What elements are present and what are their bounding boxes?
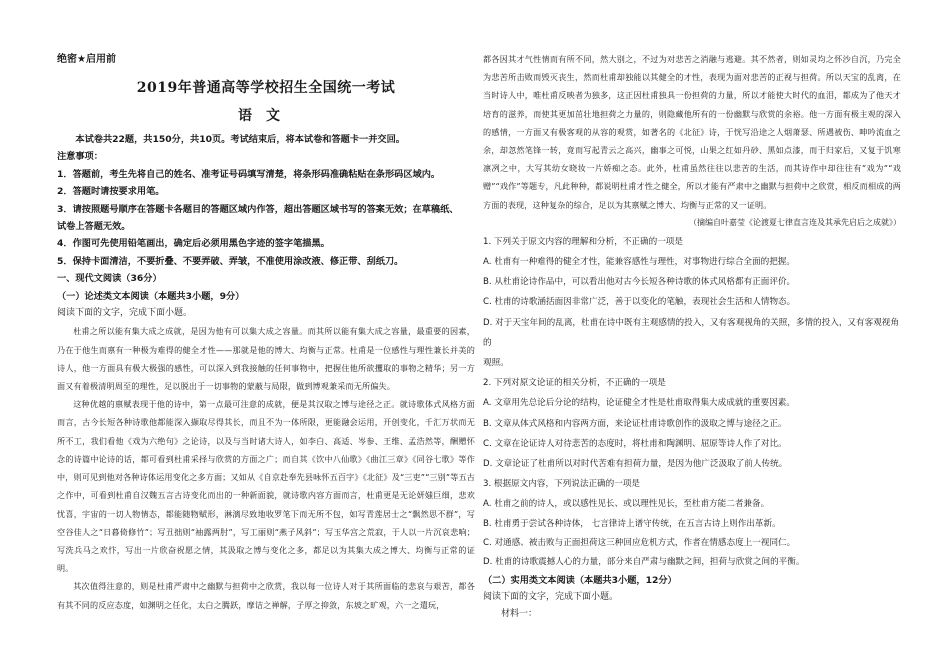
- question-3-stem: 3. 根据原文内容，下列说法正确的一项是: [483, 479, 641, 490]
- question-1-stem: 1. 下列关于原文内容的理解和分析，不正确的一项是: [483, 236, 683, 247]
- exam-title: 2019年普通高等学校招生全国统一考试: [136, 80, 396, 96]
- reading-prompt-2: 阅读下面的文字，完成下面小题。: [483, 592, 619, 603]
- left-column: [57, 50, 475, 614]
- question-3-option-a: A. 杜甫之前的诗人，或以感性见长、或以理性见长，至杜甫方能二者兼备。: [483, 499, 770, 510]
- reading-prompt-1: 阅读下面的文字，完成下面小题。: [57, 308, 193, 319]
- passage-source: （摘编自叶嘉莹《论渡夏七律直言连及其承先启后之成就》）: [689, 217, 901, 227]
- question-2-option-c: C. 文章在论证诗人对待悲苦的态度时，将杜甫和陶渊明、屈原等诗人作了对比。: [483, 438, 787, 449]
- question-3-option-c: C. 对通感、被击败与正面担荷这三种回应危机方式，作者在情感态度上一视同仁。: [483, 537, 796, 548]
- note-item-5: 5．保持卡面清洁，不要折叠、不要弄破、弄皱，不准使用涂改液、修正带、刮纸刀。: [57, 255, 404, 267]
- question-2-option-b: B. 文章从体式风格和内容两方面，来论证杜甫诗歌创作的汲取之博与途径之正。: [483, 418, 787, 429]
- note-item-2: 2．答题时请按要求用笔。: [57, 186, 165, 198]
- passage-paragraph-2: 这种优越的禀赋表现于他的诗中，第一点最可注意的成就，便是其汉取之博与途径之正。就诗歌体式风格方面而言，古今长短各种诗歌他都能深入撷取尽得其长，而且不为一体所限，更能融会运用，开创变化，千汇万状而无所不工，我们看他《戏为六绝句》之论诗，以及与当时诸大诗人，如李白、高适、岑参、王维、孟浩然等，酬赠怀念的诗篇中论诗的话，都可看到杜甫采择与欣赏的方面之广；而自其《饮中八仙歌》《曲江三章》《同谷七歌》等作中，则可见到他对各种诗体运用变化之多方面；又如从《自京赴奉先县咏怀五百字》《北征》及“三吏”“三别”等五古之作中，可看到杜甫自汉魏五言古诗变化而出的一种新面貌，就诗歌内容方面而言，杜甫更是无论妍媸巨细，悲欢忧喜，宇宙的一切人物情态，都能随物赋形，淋漓尽致地收罗笔下而无所不包，如写青莲居士之“飘然思不群”，写空谷佳人之“日暮倚修竹”；写丑拙则“袖露两肘”，写工丽则“燕子风斜”；写玉华宫之荒寂，于人以一片沉哀悲响；写洗兵马之欢忭，写出一片欣奋祝愿之情，其汲取之博与变化之多，都足以为其集大成之博大、均衡与正常的证明。: [57, 399, 475, 574]
- question-3-option-d: D. 杜甫的诗歌震撼人心的力量，部分来自严肃与幽默之间，担荷与欣赏之间的平衡。: [483, 556, 805, 567]
- subsection-title-2: （二）实用类文本阅读（本题共3小题，12分）: [483, 574, 677, 586]
- question-3-option-b: B. 杜甫勇于尝试各种诗体， 七言律诗上谱守传统，在五言古诗上则作出革新。: [483, 518, 781, 529]
- note-item-3: 3．请按照题号顺序在答题卡各题目的答题区域内作答，超出答题区域书写的答案无效；在草稿纸、: [57, 203, 459, 215]
- question-1-option-d-cont: 观照。: [483, 358, 509, 369]
- question-2-stem: 2. 下列对原文论证的相关分析，不正确的一项是: [483, 378, 666, 389]
- question-2-option-d: D. 文章论证了杜甫所以对时代苦难有担荷力量，是因为他广泛汲取了前人传统。: [483, 459, 788, 470]
- note-item-1: 1．答题前，考生先将自己的姓名、准考证号码填写清楚，将条形码准确粘贴在条形码区域内。: [57, 168, 441, 180]
- passage-paragraph-3: 其次值得注意的，则是杜甫严肃中之幽默与担荷中之欣赏，我以每一位诗人对于其所面临的悲哀与艰苦，都各有其不同的反应态度，如渊明之任化，太白之腾跃，摩诘之禅解，子厚之抑敛，东坡之旷观，六一之遣玩，: [57, 581, 475, 610]
- note-item-4: 4．作图可先使用铅笔画出，确定后必须用黑色字迹的签字笔描黑。: [57, 238, 330, 250]
- question-1-option-c: C. 杜甫的诗歌涵括面因非常广泛，善于以变化的笔触，表现社会生活和人情物态。: [483, 297, 796, 308]
- note-item-3-cont: 试卷上答题无效。: [57, 221, 131, 233]
- notes-title: 注意事项：: [57, 151, 103, 163]
- section-title: 一、现代文阅读（36分）: [57, 273, 162, 285]
- passage-paragraph-3-cont: 都各因其才气性情而有所不同，然大别之，不过为对悲苦之消融与逃避。其不然者，则如灵均之怀沙自沉，乃完全为悲苦所击败而毁灭丧生，然而杜甫却独能以其健全的才性，表现为面对悲苦的正视与担荷。所以天宝的乱离，在当时诗人中，唯杜甫反映者为独多，这正因杜甫独具一份担荷的力量，所以才能使大时代的血泪，都成为了他天才培育的滋养，而使其更加茁壮地担荷之力量的，则隐藏他所有的一份幽默与欣赏的余裕。他一方面有极主观的深入的感情，一方面又有极客观的从容的观赏，如著名的《北征》诗，于恍写沿途之人烟萧瑟、所遇被伤、呻吟流血之余，却忽然笔锋一转，竟而写起青云之高兴，幽事之可悦，山果之红如丹砂、黑如点漆，而于归家后，又复于饥寒凛冽之中，大写其幼女晓妆一片娇痴之态。此外，杜甫虽然往往以悲苦的生活，而其诗作中却往往有“戏为”“戏赠”“戏作”等题专，凡此种种，都说明杜甫才性之健全，所以才能有严肃中之幽默与担荷中之欣赏，相反而相成的两方面的表现，这种复杂的综合，足以为其禀赋之博大、均衡与正常的又一证明。: [483, 54, 901, 210]
- subsection-title-1: （一）论述类文本阅读（本题共3小题，9分）: [57, 290, 245, 302]
- question-1-option-a: A. 杜甫有一种难得的健全才性，能兼容感性与理性，对事物进行综合全面的把握。: [483, 257, 795, 268]
- question-1-option-b: B. 从杜甫论诗作品中，可以看出他对古今长短各种诗歌的体式风格都有正面评价。: [483, 277, 796, 288]
- right-column: [483, 50, 901, 624]
- material-label: 材料一：: [501, 609, 538, 620]
- question-1-option-d: D. 对于天宝年间的乱离，杜甫在诗中既有主观感情的投入，又有客观视角的关照，多情的投入，又有客观视角的: [483, 317, 899, 348]
- question-2-option-a: A. 文章用先总论后分论的结构，论证健全才性是杜甫取得集大成成就的重要因素。: [483, 398, 795, 409]
- exam-intro: 本试卷共22题，共150分，共10页。考试结束后，将本试卷和答题卡一并交回。: [75, 134, 405, 145]
- subject-title: 语文: [238, 108, 294, 124]
- passage-paragraph-1: 杜甫之所以能有集大成之成就，是因为他有可以集大成之容量。而其所以能有集大成之容量，最重要的因素，乃在于他生而禀有一种极为难得的健全才性——那就是他的博大、均衡与正常。杜甫是一位感性与理性兼长并美的诗人，他一方面具有极大极强的感性，可以深入到我接触的任何事物中，把握住他所欲攫取的事物之精华；另一方面又有着极清明周至的理性，足以脱出于一切事物的蒙蔽与局限，做到博观兼采而无所偏失。: [57, 326, 475, 392]
- secret-mark: 绝密★启用前: [57, 54, 116, 65]
